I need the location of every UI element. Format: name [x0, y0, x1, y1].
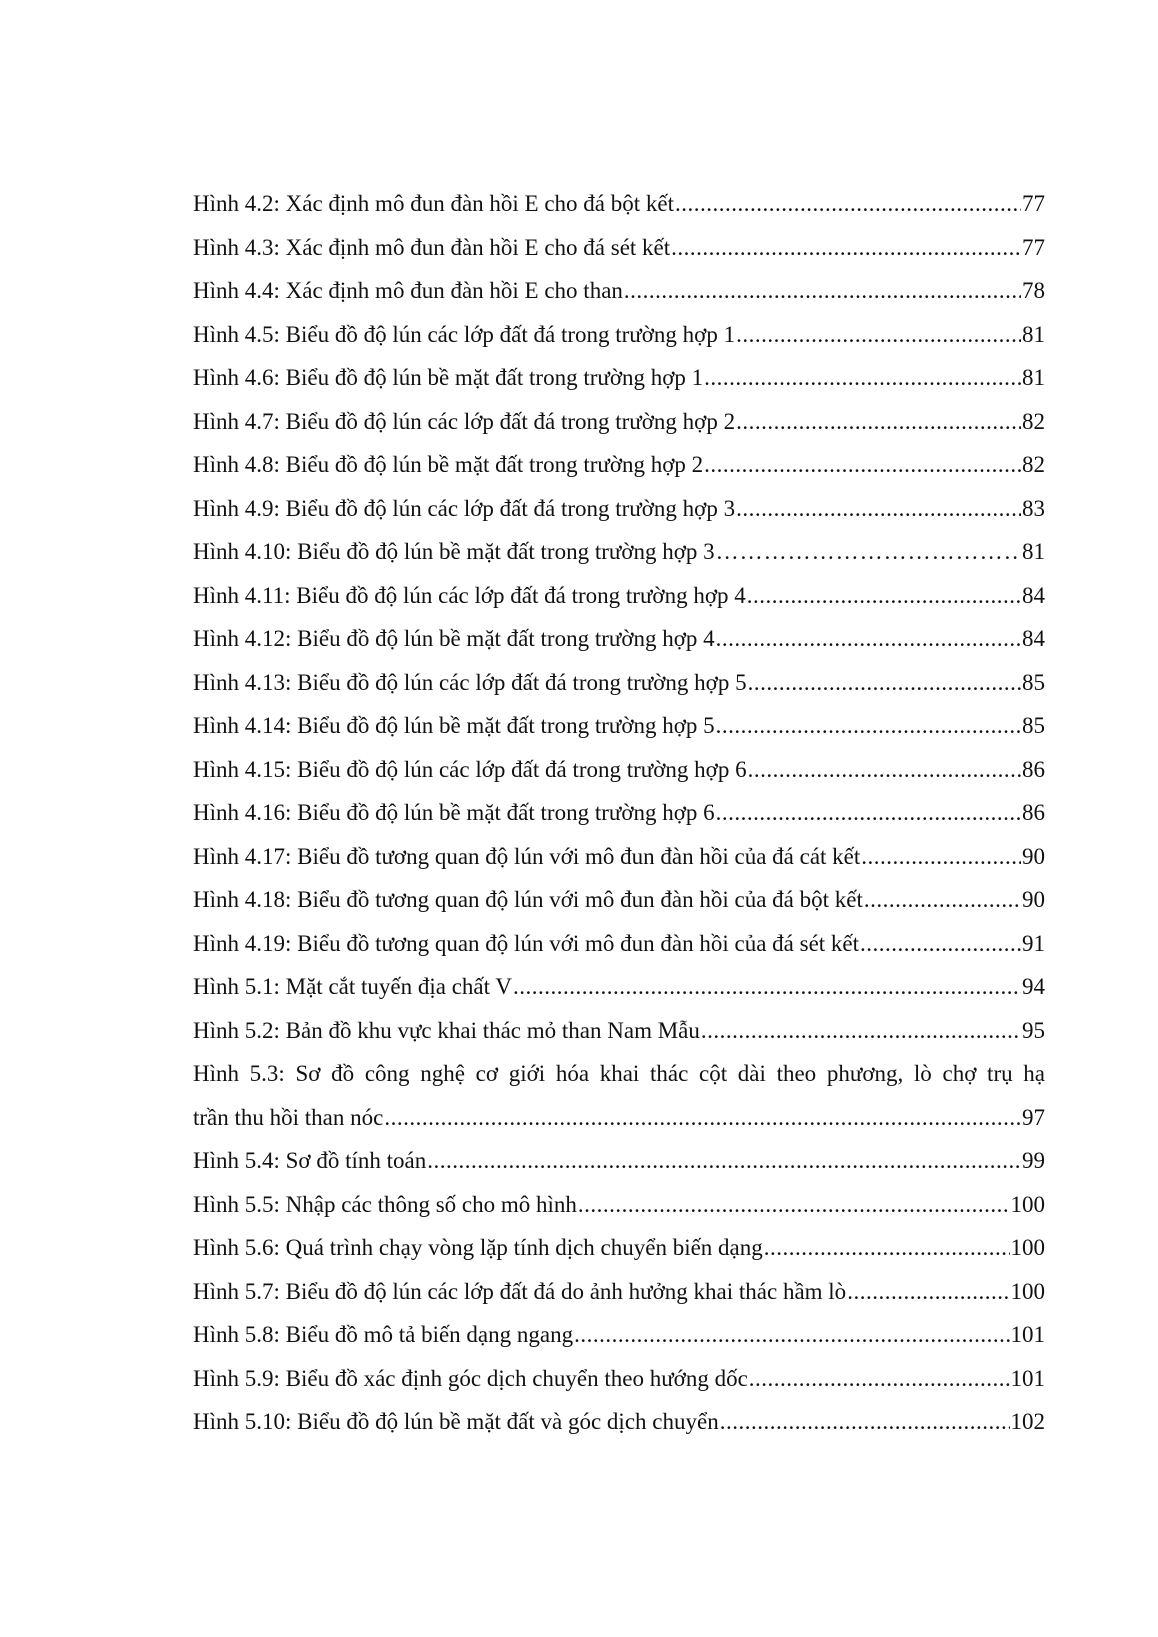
entry-page: 102 — [1010, 1409, 1045, 1434]
dot-leader — [716, 704, 1021, 748]
dot-leader — [764, 1226, 1010, 1270]
entry-page: 86 — [1022, 756, 1045, 782]
dot-leader — [704, 443, 1021, 487]
toc-entry — [193, 356, 1045, 400]
entry-label: Hình 4.12: Biểu đồ độ lún bề mặt đất trong trường hợp 4 — [193, 626, 715, 651]
entry-label-line1: Hình 5.3: Sơ đồ công nghệ cơ giới hóa khai thác cột dài theo phương, lò chợ trụ hạ — [193, 1061, 1045, 1086]
entry-label: Hình 4.9: Biểu đồ độ lún các lớp đất đá trong trường hợp 3 — [193, 495, 736, 521]
toc-entry — [193, 313, 1045, 357]
toc-entry — [193, 226, 1045, 270]
entry-label: Hình 4.18: Biểu đồ tương quan độ lún với mô đun đàn hồi của đá bột kết — [193, 887, 863, 912]
entry-page: 84 — [1022, 582, 1045, 608]
entry-page: 81 — [1022, 365, 1045, 390]
toc-entry — [193, 878, 1045, 922]
toc-entry-multiline — [193, 1052, 1045, 1139]
toc-entry — [193, 661, 1045, 705]
toc-entry — [193, 835, 1045, 879]
dot-leader — [747, 574, 1021, 618]
entry-page: 84 — [1022, 626, 1045, 651]
toc-entry — [193, 574, 1045, 618]
toc-entry-continuation — [193, 1096, 1045, 1140]
entry-label: Hình 4.5: Biểu đồ độ lún các lớp đất đá trong trường hợp 1 — [193, 321, 736, 347]
list-of-figures — [193, 182, 1045, 1444]
entry-label: Hình 4.3: Xác định mô đun đàn hồi E cho đá sét kết — [193, 234, 671, 260]
entry-page: 77 — [1022, 234, 1045, 260]
toc-entry — [193, 1183, 1045, 1227]
entry-label: Hình 5.2: Bản đồ khu vực khai thác mỏ than Nam Mẫu — [193, 1017, 700, 1043]
entry-page: 101 — [1010, 1365, 1045, 1391]
dot-leader — [701, 1009, 1021, 1053]
dot-leader — [720, 1400, 1010, 1444]
entry-label: Hình 4.8: Biểu đồ độ lún bề mặt đất trong trường hợp 2 — [193, 452, 704, 477]
dot-leader — [427, 1139, 1021, 1183]
entry-page: 85 — [1022, 669, 1045, 695]
dot-leader — [736, 400, 1021, 444]
toc-entry — [193, 1226, 1045, 1270]
entry-label: Hình 4.10: Biểu đồ độ lún bề mặt đất trong trường hợp 3 — [193, 539, 715, 564]
toc-entry — [193, 1270, 1045, 1314]
toc-entry — [193, 400, 1045, 444]
toc-entry — [193, 1313, 1045, 1357]
dot-leader — [749, 1357, 1010, 1401]
dot-leader — [675, 182, 1021, 226]
toc-entry — [193, 443, 1045, 487]
dot-leader — [384, 1096, 1021, 1140]
dot-leader — [864, 878, 1021, 922]
entry-label: Hình 4.17: Biểu đồ tương quan độ lún với mô đun đàn hồi của đá cát kết — [193, 843, 861, 869]
entry-page: 83 — [1022, 495, 1045, 521]
entry-label-line2: trần thu hồi than nóc — [193, 1104, 384, 1130]
entry-page: 91 — [1022, 930, 1045, 956]
dot-leader — [748, 661, 1021, 705]
entry-page: 78 — [1022, 278, 1045, 303]
dot-leader — [716, 617, 1021, 661]
dot-leader — [861, 835, 1021, 879]
entry-label: Hình 5.4: Sơ đồ tính toán — [193, 1148, 427, 1173]
toc-entry — [193, 791, 1045, 835]
entry-page: 97 — [1022, 1104, 1045, 1130]
toc-entry — [193, 530, 1045, 574]
entry-label: Hình 4.4: Xác định mô đun đàn hồi E cho than — [193, 278, 623, 303]
dot-leader — [578, 1183, 1010, 1227]
dot-leader — [860, 922, 1021, 966]
dot-leader — [716, 791, 1021, 835]
entry-page: 100 — [1010, 1235, 1045, 1260]
entry-label: Hình 4.19: Biểu đồ tương quan độ lún với mô đun đàn hồi của đá sét kết — [193, 930, 860, 956]
toc-entry — [193, 617, 1045, 661]
entry-label: Hình 5.10: Biểu đồ độ lún bề mặt đất và góc dịch chuyển — [193, 1409, 719, 1434]
toc-entry — [193, 965, 1045, 1009]
toc-entry — [193, 182, 1045, 226]
entry-label: Hình 5.1: Mặt cắt tuyến địa chất V — [193, 974, 512, 999]
entry-label: Hình 5.6: Quá trình chạy vòng lặp tính dịch chuyển biến dạng — [193, 1235, 763, 1260]
toc-entry — [193, 269, 1045, 313]
entry-label: Hình 4.13: Biểu đồ độ lún các lớp đất đá trong trường hợp 5 — [193, 669, 747, 695]
toc-entry — [193, 1139, 1045, 1183]
entry-page: 85 — [1022, 713, 1045, 738]
entry-label: Hình 5.8: Biểu đồ mô tả biến dạng ngang — [193, 1322, 574, 1347]
entry-label: Hình 4.11: Biểu đồ độ lún các lớp đất đá trong trường hợp 4 — [193, 582, 746, 608]
entry-label: Hình 4.7: Biểu đồ độ lún các lớp đất đá trong trường hợp 2 — [193, 408, 736, 434]
dot-leader — [704, 356, 1021, 400]
entry-page: 86 — [1022, 800, 1045, 825]
dot-leader — [624, 269, 1021, 313]
entry-page: 81 — [1022, 539, 1045, 564]
entry-page: 90 — [1022, 887, 1045, 912]
toc-entry — [193, 748, 1045, 792]
toc-entry — [193, 704, 1045, 748]
toc-entry — [193, 1357, 1045, 1401]
entry-label: Hình 5.5: Nhập các thông số cho mô hình — [193, 1191, 577, 1217]
dot-leader — [513, 965, 1021, 1009]
dot-leader — [748, 748, 1021, 792]
entry-label: Hình 5.7: Biểu đồ độ lún các lớp đất đá do ảnh hưởng khai thác hầm lò — [193, 1278, 847, 1304]
entry-page: 90 — [1022, 843, 1045, 869]
entry-label: Hình 4.6: Biểu đồ độ lún bề mặt đất trong trường hợp 1 — [193, 365, 704, 390]
dot-leader — [716, 530, 1021, 574]
entry-label: Hình 4.16: Biểu đồ độ lún bề mặt đất trong trường hợp 6 — [193, 800, 715, 825]
entry-page: 82 — [1022, 408, 1045, 434]
entry-page: 81 — [1022, 321, 1045, 347]
entry-page: 94 — [1022, 974, 1045, 999]
dot-leader — [574, 1313, 1009, 1357]
dot-leader — [736, 487, 1021, 531]
toc-entry — [193, 1400, 1045, 1444]
entry-label: Hình 4.15: Biểu đồ độ lún các lớp đất đá trong trường hợp 6 — [193, 756, 747, 782]
entry-page: 95 — [1022, 1017, 1045, 1043]
entry-label: Hình 4.2: Xác định mô đun đàn hồi E cho đá bột kết — [193, 191, 675, 216]
entry-page: 101 — [1010, 1322, 1045, 1347]
entry-page: 100 — [1010, 1191, 1045, 1217]
toc-entry — [193, 487, 1045, 531]
entry-page: 99 — [1022, 1148, 1045, 1173]
dot-leader — [671, 226, 1021, 270]
entry-label: Hình 5.9: Biểu đồ xác định góc dịch chuyển theo hướng dốc — [193, 1365, 748, 1391]
toc-entry — [193, 1009, 1045, 1053]
entry-page: 82 — [1022, 452, 1045, 477]
entry-page: 77 — [1022, 191, 1045, 216]
entry-label: Hình 4.14: Biểu đồ độ lún bề mặt đất trong trường hợp 5 — [193, 713, 715, 738]
dot-leader — [736, 313, 1021, 357]
entry-page: 100 — [1010, 1278, 1045, 1304]
toc-entry — [193, 922, 1045, 966]
dot-leader — [847, 1270, 1009, 1314]
